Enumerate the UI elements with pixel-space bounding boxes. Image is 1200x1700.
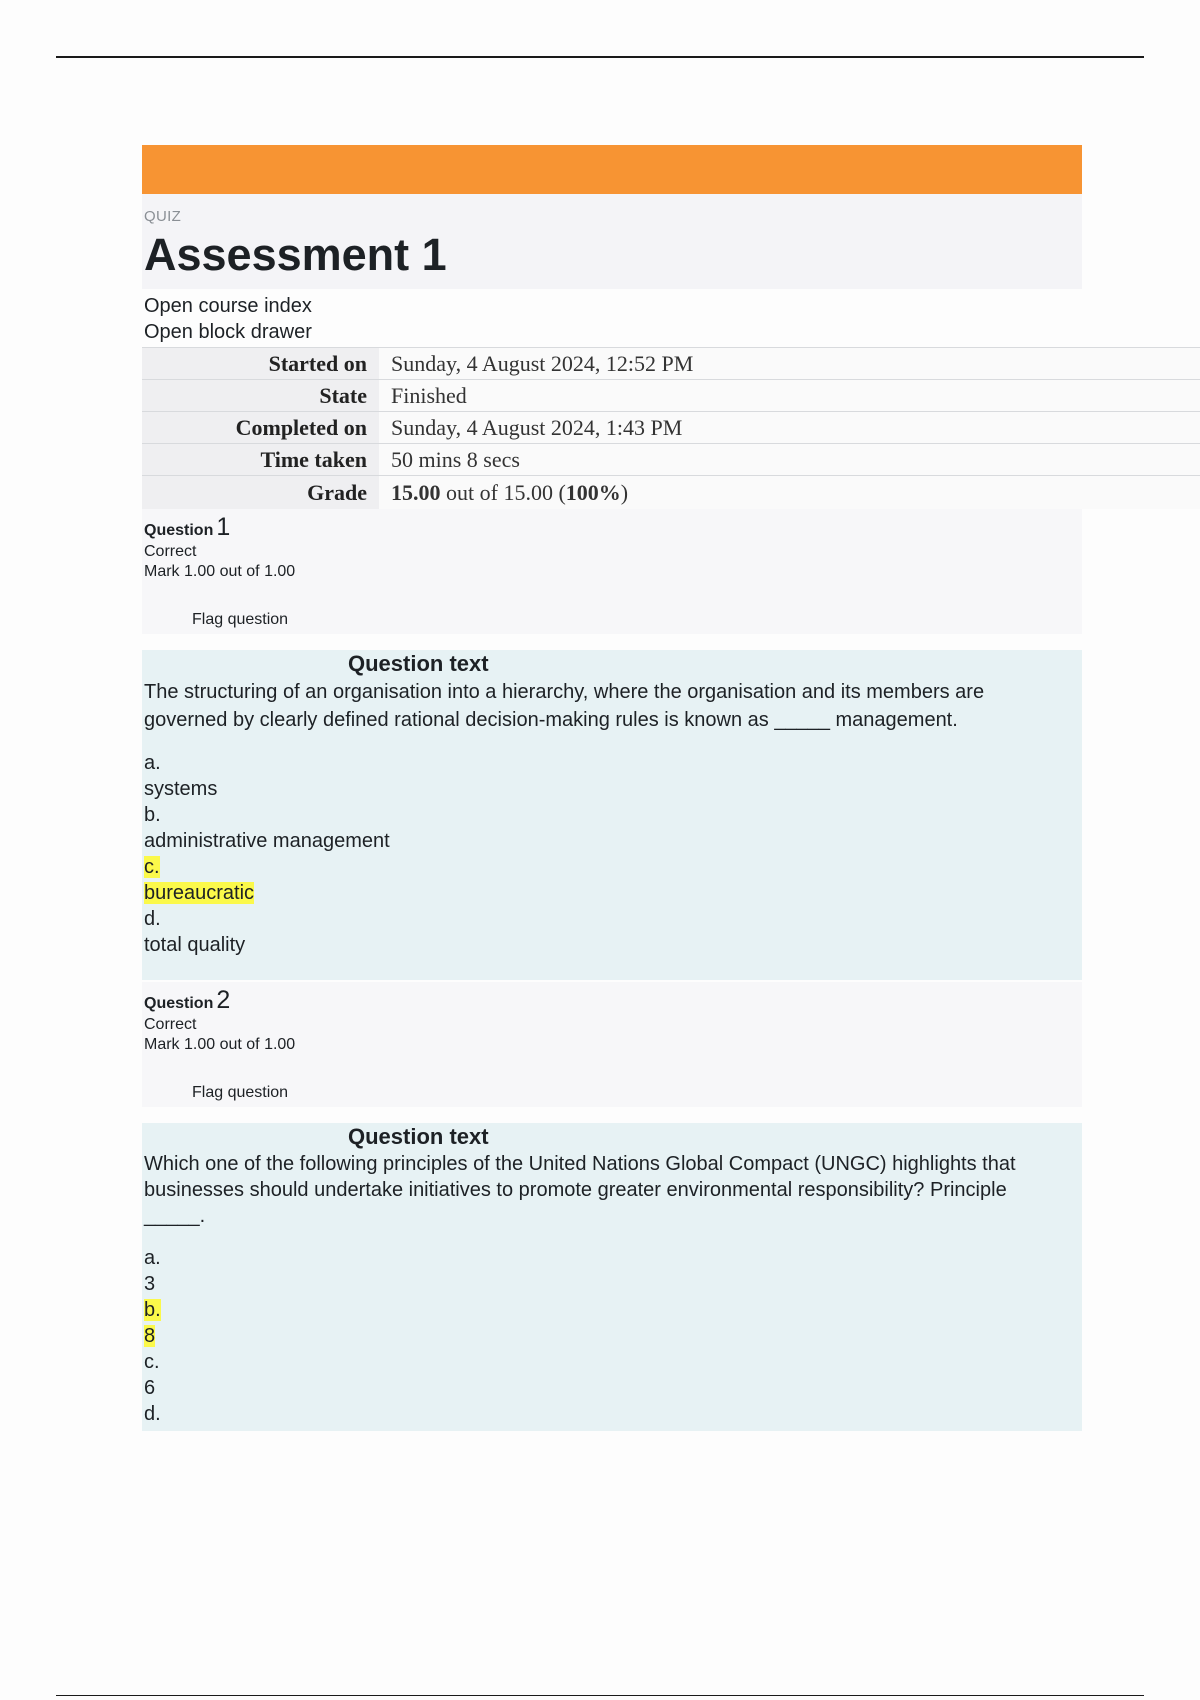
question-content bbox=[142, 1123, 1082, 1431]
summary-row bbox=[142, 348, 1200, 380]
header-banner bbox=[142, 145, 1082, 194]
question-text-heading: Question text bbox=[348, 651, 489, 676]
flag-question-button[interactable]: Flag question bbox=[192, 1084, 289, 1101]
answer-letter: c. bbox=[144, 1351, 160, 1373]
answer-letter: b. bbox=[144, 1299, 161, 1321]
summary-value: Finished bbox=[379, 380, 1200, 412]
answer-option-d[interactable] bbox=[144, 906, 1070, 958]
summary-value: 50 mins 8 secs bbox=[379, 444, 1200, 476]
question-number bbox=[144, 986, 230, 1015]
question-number bbox=[144, 513, 230, 542]
answer-letter: c. bbox=[144, 856, 160, 878]
grade-close: ) bbox=[620, 479, 629, 505]
answer-option-a[interactable] bbox=[144, 750, 1070, 802]
page-bottom-rule bbox=[56, 1695, 1144, 1696]
question-number-value: 2 bbox=[216, 986, 231, 1014]
answer-letter: a. bbox=[144, 752, 161, 774]
grade-percent: 100% bbox=[565, 479, 621, 505]
question-info bbox=[142, 509, 1082, 634]
answer-text: 3 bbox=[144, 1273, 156, 1295]
question-state: Correct bbox=[144, 543, 197, 560]
summary-label: Time taken bbox=[142, 444, 379, 476]
summary-label: Grade bbox=[142, 476, 379, 510]
answer-option-d[interactable] bbox=[144, 1401, 1070, 1427]
answer-option-b-selected[interactable] bbox=[144, 1297, 1070, 1349]
grade-value bbox=[379, 476, 1200, 510]
question-text: The structuring of an organisation into a hierarchy, where the organisation and its members are governed by clearly defined rational decision-making rules is known as _____ management. bbox=[144, 681, 985, 731]
answer-text: administrative management bbox=[144, 830, 390, 852]
answer-text: 6 bbox=[144, 1377, 156, 1399]
answer-text: systems bbox=[144, 778, 218, 800]
answer-option-c[interactable] bbox=[144, 1349, 1070, 1401]
answer-letter: a. bbox=[144, 1247, 161, 1269]
summary-label: Completed on bbox=[142, 412, 379, 444]
summary-value: Sunday, 4 August 2024, 12:52 PM bbox=[379, 348, 1200, 380]
open-course-index-link[interactable]: Open course index bbox=[144, 295, 312, 317]
summary-label: State bbox=[142, 380, 379, 412]
question-number-value: 1 bbox=[216, 513, 231, 541]
grade-out-of: out of 15.00 ( bbox=[440, 479, 566, 505]
question-mark: Mark 1.00 out of 1.00 bbox=[144, 1036, 296, 1053]
summary-row-grade bbox=[142, 476, 1200, 510]
summary-row bbox=[142, 444, 1200, 476]
page-top-rule bbox=[56, 56, 1144, 58]
answer-text: total quality bbox=[144, 934, 246, 956]
grade-score: 15.00 bbox=[391, 479, 441, 505]
open-block-drawer-link[interactable]: Open block drawer bbox=[144, 321, 312, 343]
summary-row bbox=[142, 412, 1200, 444]
question-content bbox=[142, 650, 1082, 980]
summary-value: Sunday, 4 August 2024, 1:43 PM bbox=[379, 412, 1200, 444]
summary-row bbox=[142, 380, 1200, 412]
question-label: Question bbox=[144, 995, 214, 1012]
page-header bbox=[142, 194, 1082, 289]
question-info bbox=[142, 982, 1082, 1107]
answer-option-b[interactable] bbox=[144, 802, 1070, 854]
answer-letter: d. bbox=[144, 908, 161, 930]
quiz-review-page bbox=[142, 145, 1082, 1431]
answer-option-a[interactable] bbox=[144, 1245, 1070, 1297]
question-state: Correct bbox=[144, 1016, 197, 1033]
answer-option-c-selected[interactable] bbox=[144, 854, 1070, 906]
answer-text: bureaucratic bbox=[144, 882, 255, 904]
flag-question-button[interactable]: Flag question bbox=[192, 611, 289, 628]
page-title: Assessment 1 bbox=[144, 229, 447, 280]
attempt-summary-table bbox=[142, 347, 1200, 509]
activity-type-label: QUIZ bbox=[144, 208, 182, 225]
summary-label: Started on bbox=[142, 348, 379, 380]
question-label: Question bbox=[144, 522, 214, 539]
question-text-heading: Question text bbox=[348, 1124, 489, 1149]
answer-list bbox=[144, 750, 1070, 958]
answer-text: 8 bbox=[144, 1325, 156, 1347]
question-mark: Mark 1.00 out of 1.00 bbox=[144, 563, 296, 580]
answer-letter: b. bbox=[144, 804, 161, 826]
answer-list bbox=[144, 1245, 1070, 1427]
answer-letter: d. bbox=[144, 1403, 161, 1425]
question-text: Which one of the following principles of the United Nations Global Compact (UNGC) highlights that businesses should undertake initiatives to promote greater environmental responsibility? Principle _____. bbox=[144, 1153, 1016, 1227]
